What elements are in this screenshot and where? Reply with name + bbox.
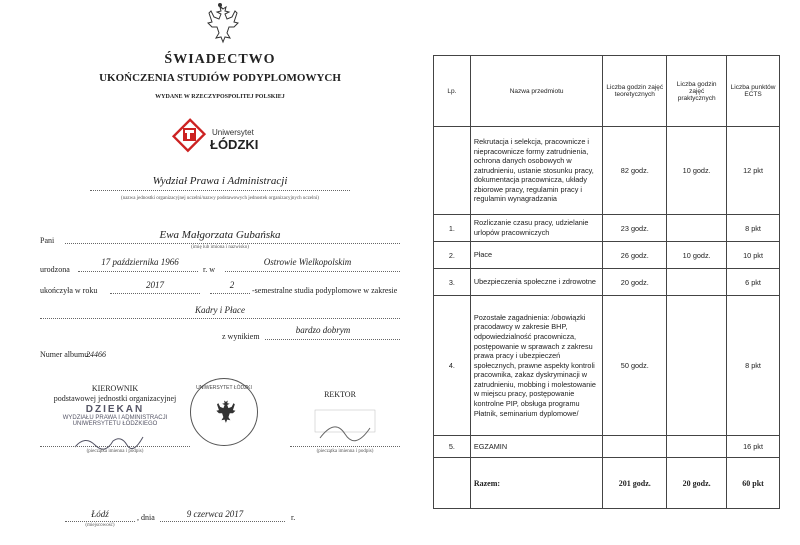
row-subject: Rekrutacja i selekcja, pracownicze i niepracownicze formy zatrudnienia, ochrona danych osobowych w zatrudnieniu, ustanie stosunku pracy, dokumentacja pracownicza, układy zbiorowe pracy, regulamin pracy i regulamin wynagradzania — [470, 127, 603, 215]
issue-year-suffix: r. — [291, 513, 296, 522]
born-date: 17 października 1966 — [101, 257, 179, 267]
issue-day-label: , dnia — [137, 513, 155, 522]
row-practice — [667, 436, 727, 458]
total-practice: 20 godz. — [667, 458, 727, 509]
issued-in-label: WYDANE W RZECZYPOSPOLITEJ POLSKIEJ — [155, 94, 285, 100]
born-place: Ostrowie Wielkopolskim — [263, 257, 352, 267]
table-row — [434, 127, 780, 215]
head-signature-note: (pieczątka imienna i podpis) — [86, 449, 144, 454]
row-lp: 5. — [434, 436, 471, 458]
prefix-label: Pani — [40, 236, 55, 245]
row-ects: 8 pkt — [727, 296, 780, 436]
row-practice: 10 godz. — [667, 242, 727, 269]
person-name: Ewa Małgorzata Gubańska — [159, 229, 281, 241]
faculty-name: Wydział Prawa i Administracji — [152, 175, 288, 187]
row-practice — [667, 296, 727, 436]
seal-text: UNIWERSYTET ŁÓDZKI — [196, 385, 252, 391]
issue-date-line — [160, 521, 285, 522]
table-header-row — [434, 56, 780, 127]
certificate-title: ŚWIADECTWO — [164, 52, 276, 67]
table-total-row — [434, 458, 780, 509]
row-ects: 8 pkt — [727, 215, 780, 242]
total-label: Razem: — [470, 458, 603, 509]
result-value: bardzo dobrym — [295, 325, 351, 335]
result-label: z wynikiem — [222, 332, 260, 341]
table-row — [434, 269, 780, 296]
row-practice — [667, 215, 727, 242]
total-theory: 201 godz. — [603, 458, 667, 509]
born-year-suffix: r. w — [203, 265, 215, 274]
university-logo — [172, 118, 272, 154]
university-seal — [190, 378, 258, 446]
head-label: KIEROWNIK — [91, 384, 139, 393]
row-theory: 50 godz. — [603, 296, 667, 436]
row-ects: 12 pkt — [727, 127, 780, 215]
dean-stamp-line-1: WYDZIAŁU PRAWA I ADMINISTRACJI — [62, 415, 168, 421]
born-place-line — [225, 271, 400, 272]
row-ects: 10 pkt — [727, 242, 780, 269]
row-lp: 1. — [434, 215, 471, 242]
total-ects: 60 pkt — [727, 458, 780, 509]
name-line — [65, 243, 400, 244]
university-logo-icon — [172, 118, 208, 154]
semesters: 2 — [229, 280, 235, 290]
album-number: 24466 — [86, 350, 106, 359]
row-subject: EGZAMIN — [470, 436, 603, 458]
subjects-table — [433, 55, 780, 509]
completed-year-line — [110, 293, 200, 294]
head-sub-label: podstawowej jednostki organizacyjnej — [53, 394, 177, 403]
row-lp: 2. — [434, 242, 471, 269]
row-lp: 4. — [434, 296, 471, 436]
row-practice: 10 godz. — [667, 127, 727, 215]
col-header-lp: Lp. — [434, 56, 471, 127]
row-practice — [667, 269, 727, 296]
faculty-note: (nazwa jednostki organizacyjnej uczelni/nazwy podstawowych jednostek organizacyjnych uczelni) — [121, 196, 319, 201]
rector-label: REKTOR — [324, 390, 356, 399]
seal-eagle-icon — [210, 397, 238, 427]
total-empty-cell — [434, 458, 471, 509]
row-lp: 3. — [434, 269, 471, 296]
row-theory — [603, 436, 667, 458]
born-date-line — [78, 271, 198, 272]
row-subject: Pozostałe zagadnienia: /obowiązki pracodawcy w zakresie BHP, odpowiedzialność pracownicza, postępowanie w sprawach z zakresu prawa pracy i ubezpieczeń społecznych, prawne aspekty kontroli pracownika, zakaz dyskryminacji w zatrudnieniu, mobbing i molestowanie w miejscu pracy, postępowanie kontrolne PIP, obsługa programu Płatnik, seminarium dyplomowe/ — [470, 296, 603, 436]
col-header-ects: Liczba punktów ECTS — [727, 56, 780, 127]
row-theory: 20 godz. — [603, 269, 667, 296]
col-header-practice: Liczba godzin zajęć praktycznych — [667, 56, 727, 127]
row-lp — [434, 127, 471, 215]
table-row — [434, 296, 780, 436]
row-subject: Ubezpieczenia społeczne i zdrowotne — [470, 269, 603, 296]
rector-stamp-signature — [300, 408, 390, 448]
rector-signature-line — [290, 446, 400, 447]
dean-stamp-title: DZIEKAN — [85, 404, 145, 415]
table-row — [434, 242, 780, 269]
col-header-subject: Nazwa przedmiotu — [470, 56, 603, 127]
dean-stamp-line-2: UNIWERSYTETU ŁÓDZKIEGO — [72, 421, 158, 427]
program-name: Kadry i Płace — [195, 305, 245, 315]
col-header-theory: Liczba godzin zajęć teoretycznych — [603, 56, 667, 127]
head-signature-line — [40, 446, 190, 447]
row-ects: 6 pkt — [727, 269, 780, 296]
table-row — [434, 215, 780, 242]
logo-text-uniwersytet: Uniwersytet — [212, 128, 254, 137]
program-label: -semestralne studia podyplomowe w zakresie — [252, 286, 398, 295]
program-line — [40, 318, 400, 319]
row-ects: 16 pkt — [727, 436, 780, 458]
album-label: Numer albumu: — [40, 350, 91, 359]
certificate-subtitle: UKOŃCZENIA STUDIÓW PODYPLOMOWYCH — [99, 72, 341, 84]
polish-eagle-emblem-icon — [198, 2, 242, 48]
row-subject: Płace — [470, 242, 603, 269]
row-theory: 82 godz. — [603, 127, 667, 215]
semesters-line — [210, 293, 250, 294]
row-subject: Rozliczanie czasu pracy, udzielanie urlopów pracowniczych — [470, 215, 603, 242]
issue-place: Łódź — [91, 509, 109, 519]
row-theory: 23 godz. — [603, 215, 667, 242]
result-line — [265, 339, 400, 340]
completed-label: ukończyła w roku — [40, 286, 98, 295]
completed-year: 2017 — [146, 280, 164, 290]
table-row — [434, 436, 780, 458]
logo-text-lodzki: ŁÓDZKI — [210, 137, 259, 152]
born-label: urodzona — [40, 265, 70, 274]
issue-place-line — [65, 521, 135, 522]
issue-place-note: (miejscowość) — [85, 523, 115, 528]
issue-date: 9 czerwca 2017 — [186, 509, 244, 519]
faculty-line — [90, 190, 350, 191]
rector-signature-note: (pieczątka imienna i podpis) — [316, 449, 374, 454]
dean-stamp — [40, 404, 190, 427]
name-note: (imię lub imiona i nazwisko) — [191, 245, 249, 250]
row-theory: 26 godz. — [603, 242, 667, 269]
